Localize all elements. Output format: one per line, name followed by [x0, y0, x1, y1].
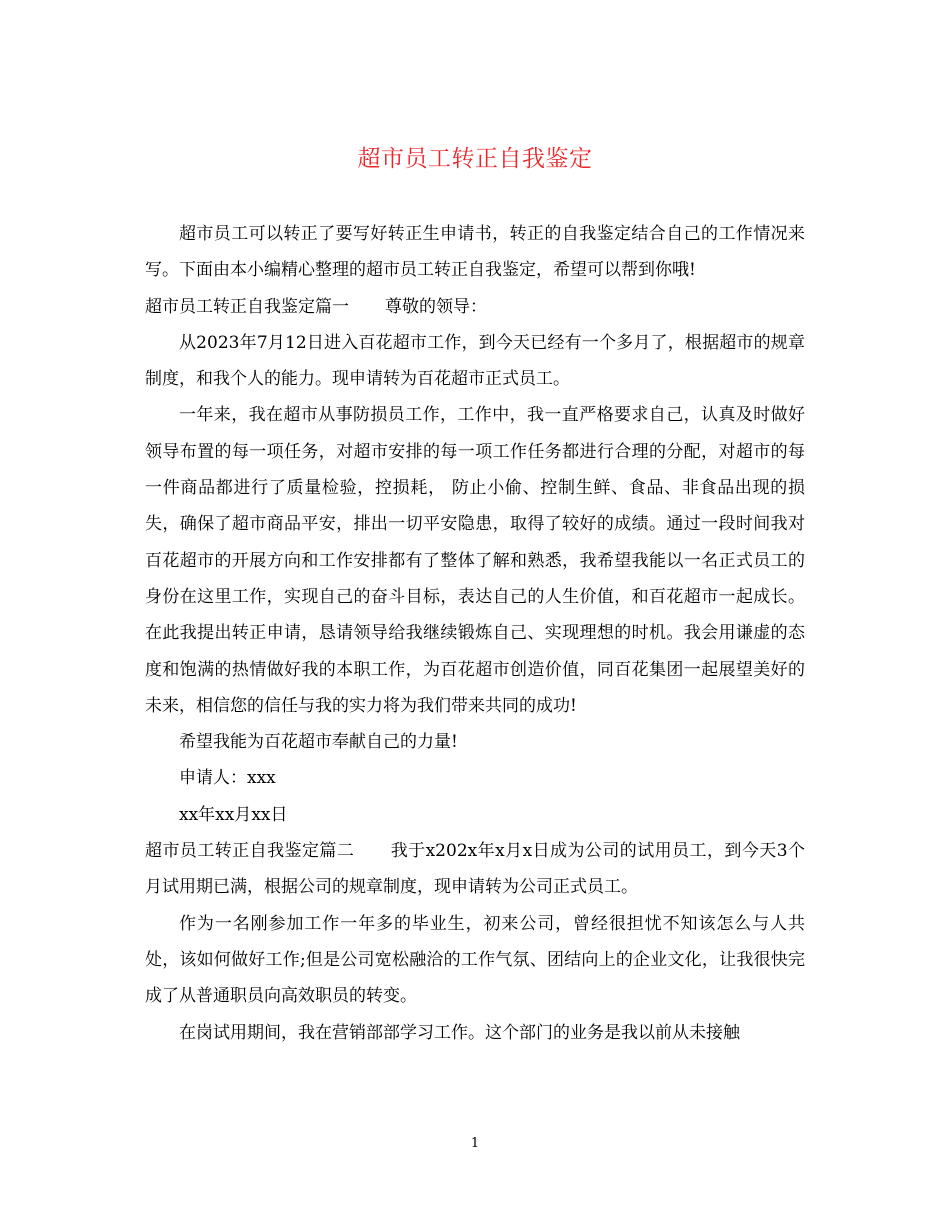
paragraph-3: 希望我能为百花超市奉献自己的力量!	[179, 732, 458, 753]
page-number: 1	[470, 1136, 480, 1151]
section2-heading: 超市员工转正自我鉴定篇二	[145, 841, 355, 862]
document-body	[145, 216, 805, 1051]
date-line: xx年xx月xx日	[179, 804, 288, 825]
paragraph-1: 从2023年7月12日进入百花超市工作，到今天已经有一个多月了，根据超市的规章制度，和我个人的能力。现申请转为百花超市正式员工。	[145, 332, 805, 390]
section1-salutation: 尊敬的领导：	[385, 296, 487, 317]
section2-lead: 我于x202x年x月x日成为公司的试用员工，到今天3个月试用期已满，根据公司的规章制度，现申请转为公司正式员工。	[145, 841, 805, 898]
paragraph-4: 作为一名刚参加工作一年多的毕业生，初来公司，曾经很担忧不知该怎么与人共处，该如何做好工作;但是公司宽松融洽的工作气氛、团结向上的企业文化，让我很快完成了从普通职员向高效职员的转变。	[145, 913, 805, 1007]
section1-heading: 超市员工转正自我鉴定篇一	[145, 296, 349, 317]
section2-line	[145, 833, 805, 906]
document-title: 超市员工转正自我鉴定	[357, 146, 593, 172]
section1-line	[145, 289, 805, 325]
paragraph-5: 在岗试用期间，我在营销部部学习工作。这个部门的业务是我以前从未接触	[179, 1022, 740, 1043]
intro-paragraph: 超市员工可以转正了要写好转正生申请书，转正的自我鉴定结合自己的工作情况来写。下面由本小编精心整理的超市员工转正自我鉴定，希望可以帮到你哦!	[145, 224, 805, 281]
applicant-line: 申请人：xxx	[179, 768, 276, 789]
paragraph-2: 一年来，我在超市从事防损员工作，工作中，我一直严格要求自己，认真及时做好领导布置的每一项任务，对超市安排的每一项工作任务都进行合理的分配，对超市的每一件商品都进行了质量检验，控损耗， 防止小偷、控制生鲜、食品、非食品出现的损失，确保了超市商品平安，排出一切平安隐患，取得了较好的成绩。通过一段时间我对百花超市的开展方向和工作安排都有了整体了解和熟悉，我希望我能以一名正式员工的身份在这里工作，实现自己的奋斗目标，表达自己的人生价值，和百花超市一起成长。在此我提出转正申请，恳请领导给我继续锻炼自己、实现理想的时机。我会用谦虚的态度和饱满的热情做好我的本职工作，为百花超市创造价值，同百花集团一起展望美好的未来，相信您的信任与我的实力将为我们带来共同的成功!	[145, 405, 805, 716]
